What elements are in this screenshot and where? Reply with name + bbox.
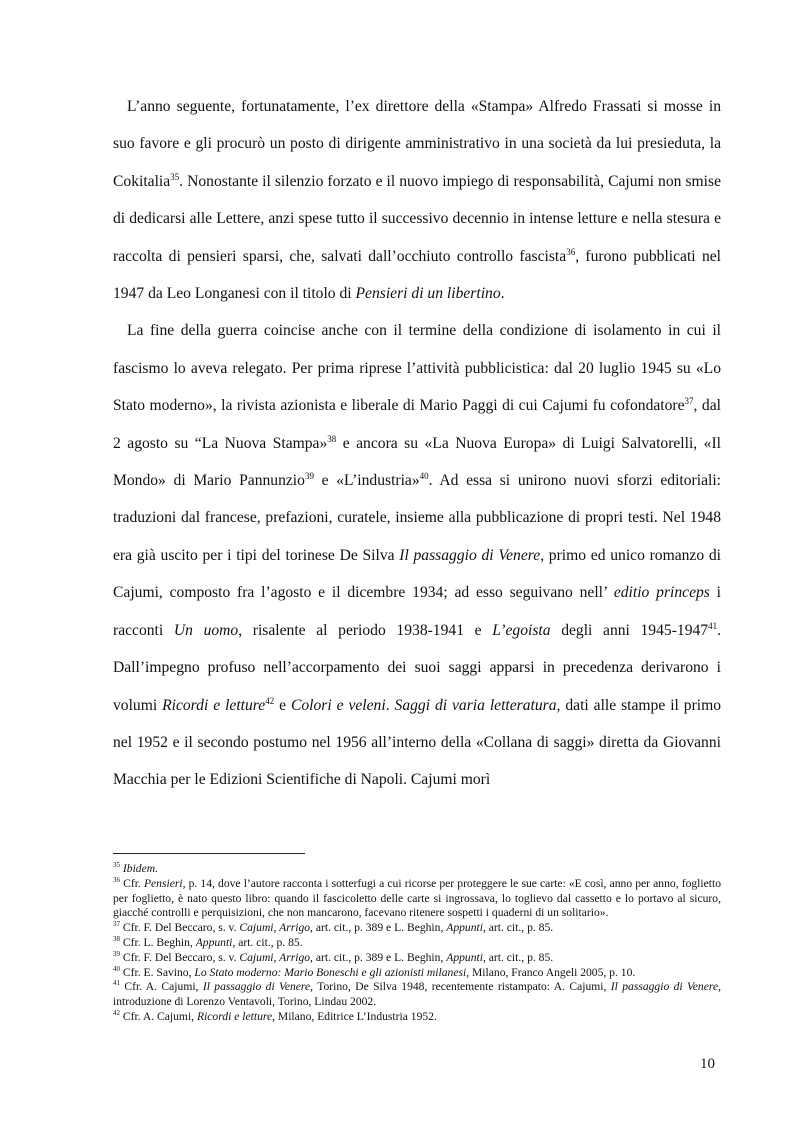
paragraph-1 (113, 88, 721, 312)
footnote-text: Cfr. F. Del Beccaro, s. v. (120, 921, 240, 935)
footnote-text: Cfr. A. Cajumi, (120, 1009, 197, 1023)
footnote-number: 40 (113, 964, 120, 973)
footnote-ref-35[interactable]: 35 (170, 171, 180, 182)
footnote-number: 39 (113, 949, 120, 958)
footnote-number: 41 (113, 979, 120, 988)
text-run: La fine della guerra coincise anche con il termine della condizione di isolamento in cui il fascismo lo aveva relegato. Per prima riprese l’attività pubblicistica: dal 20 luglio 1945 su «Lo Stato moderno», la rivista azionista e liberale di Mario Paggi di cui Cajumi fu cofondatore (113, 322, 721, 415)
footnote-title: Appunti (446, 950, 483, 964)
footnote-title: Appunti (446, 921, 483, 935)
text-run: e ancora su «La Nuova Europa» di Luigi Salvatorelli, «Il Mondo» di Mario Pannunzio (113, 434, 721, 490)
footnotes-section (113, 853, 721, 1025)
footnote-number: 42 (113, 1009, 120, 1018)
footnote-text: , Milano, Editrice L’Industria 1952. (272, 1009, 437, 1023)
footnote-title: Pensieri (143, 876, 183, 890)
text-run: , dal 2 agosto su “La Nuova Stampa» (113, 397, 721, 452)
footnote-title: Il passaggio di Venere (610, 980, 719, 994)
text-run: dati alle stampe il primo nel 1952 e il secondo postumo nel 1956 all’interno della «Collana di saggi» diretta da Giovanni Macchia per le Edizioni Scientifiche di Napoli. Cajumi morì (113, 696, 722, 789)
book-title: L’egoista (492, 621, 551, 639)
footnote-title: Appunti (195, 935, 233, 949)
footnote-separator (113, 853, 305, 854)
paragraph-2 (113, 312, 721, 798)
page-number: 10 (700, 1056, 715, 1072)
text-run: , risalente al periodo 1938-1941 e (238, 621, 493, 639)
latin-term: editio princeps (613, 584, 710, 602)
footnote-text: , p. 14, dove l’autore racconta i sotterfugi a cui ricorse per proteggere le sue carte: «E così, anno per anno, foglietto per foglietto, è nato questo libro: quando il fascicoletto delle carte si ingrossava, lo toglievo dal cassetto e lo portavo al sicuro, giacché controlli e perquisizioni, che non mancarono, facevano ritenere sospetti i quaderni di un solitario». (113, 876, 721, 920)
footnote-ref-37[interactable]: 37 (684, 396, 694, 407)
text-run: . (385, 696, 395, 714)
footnote-text: , Torino, De Silva 1948, recentemente ristampato: A. Cajumi, (310, 980, 611, 994)
footnote-36 (113, 877, 721, 921)
footnote-number: 37 (113, 920, 120, 929)
text-run: . (500, 285, 505, 303)
footnote-text: , introduzione di Lorenzo Ventavoli, Torino, Lindau 2002. (113, 980, 722, 1009)
footnote-text: Cfr. L. Beghin, (120, 935, 196, 949)
footnote-number: 36 (113, 875, 120, 884)
footnote-title: Il passaggio di Venere (202, 980, 311, 994)
footnote-text: , art. cit., p. 389 e L. Beghin, (310, 950, 447, 964)
footnote-text: Ibidem. (122, 862, 158, 875)
book-title: Ricordi e letture (162, 696, 266, 714)
text-run: L’anno seguente, fortunatamente, l’ex direttore della «Stampa» Alfredo Frassati si mosse in suo favore e gli procurò un posto di dirigente amministrativo in una società da lui presieduta, la Cokitalia (113, 98, 721, 190)
footnote-37 (113, 921, 721, 936)
book-title: Un uomo (173, 621, 239, 639)
footnote-title: Cajumi, Arrigo (239, 921, 311, 935)
text-run: i racconti (113, 584, 721, 639)
footnote-text: Cfr. A. Cajumi, (120, 980, 203, 994)
text-run: e «L’industria» (313, 472, 420, 490)
footnote-text: Cfr. E. Savino, (120, 965, 195, 979)
text-run: . Nonostante il silenzio forzato e il nuovo impiego di responsabilità, Cajumi non smise di dedicarsi alle Lettere, anzi spese tutto il successivo decennio in intense letture e nella stesura e raccolta di pensieri sparsi, che, salvati dall’occhiuto controllo fascista (113, 172, 721, 265)
footnote-text: , art. cit., p. 85. (482, 921, 554, 935)
footnote-ref-38[interactable]: 38 (327, 433, 337, 444)
book-title: Il passaggio di Venere (399, 546, 541, 564)
footnote-text: , art. cit., p. 85. (482, 950, 554, 964)
text-run: . Ad essa si unirono nuovi sforzi editoriali: traduzioni dal francese, prefazioni, curatele, insieme alla pubblicazione di propri testi. Nel 1948 era già uscito per i tipi del torinese De Silva (113, 472, 721, 564)
text-run: , primo ed unico romanzo di Cajumi, composto fra l’agosto e il dicembre 1934; ad esso seguivano nell’ (113, 546, 721, 602)
book-title: Colori e veleni (290, 696, 386, 714)
footnote-text: , Milano, Franco Angeli 2005, p. 10. (466, 965, 636, 979)
footnote-ref-39[interactable]: 39 (304, 470, 314, 481)
footnote-title: Ricordi e letture (196, 1009, 273, 1023)
main-text (113, 88, 721, 799)
footnote-40 (113, 966, 721, 981)
footnote-ref-41[interactable]: 41 (708, 620, 718, 631)
footnote-text: Cfr. F. Del Beccaro, s. v. (120, 950, 240, 964)
footnote-ref-42[interactable]: 42 (265, 695, 275, 706)
footnote-39 (113, 951, 721, 966)
footnote-text: , art. cit., p. 85. (232, 935, 303, 949)
footnote-ref-36[interactable]: 36 (566, 246, 576, 257)
text-run: degli anni 1945-1947 (550, 621, 709, 639)
text-run: . Dall’impegno profuso nell’accorpamento dei suoi saggi apparsi in precedenza derivarono i volumi (113, 621, 721, 714)
footnote-42 (113, 1010, 721, 1025)
footnote-number: 38 (113, 935, 120, 944)
text-run: , furono pubblicati nel 1947 da Leo Longanesi con il titolo di (113, 247, 722, 303)
footnote-title: Cajumi, Arrigo (239, 950, 311, 964)
footnote-ref-40[interactable]: 40 (419, 470, 429, 481)
book-title: Pensieri di un libertino (355, 285, 501, 303)
footnote-38 (113, 936, 721, 951)
footnote-41 (113, 980, 721, 1010)
footnote-text: Cfr. (120, 876, 144, 890)
text-run: e (274, 696, 291, 714)
book-title: Saggi di varia letteratura, (394, 696, 561, 714)
footnote-title: Lo Stato moderno: Mario Boneschi e gli azionisti milanesi (194, 965, 467, 979)
footnote-35 (113, 862, 721, 877)
footnote-number: 35 (113, 861, 120, 870)
footnote-text: , art. cit., p. 389 e L. Beghin, (310, 921, 447, 935)
